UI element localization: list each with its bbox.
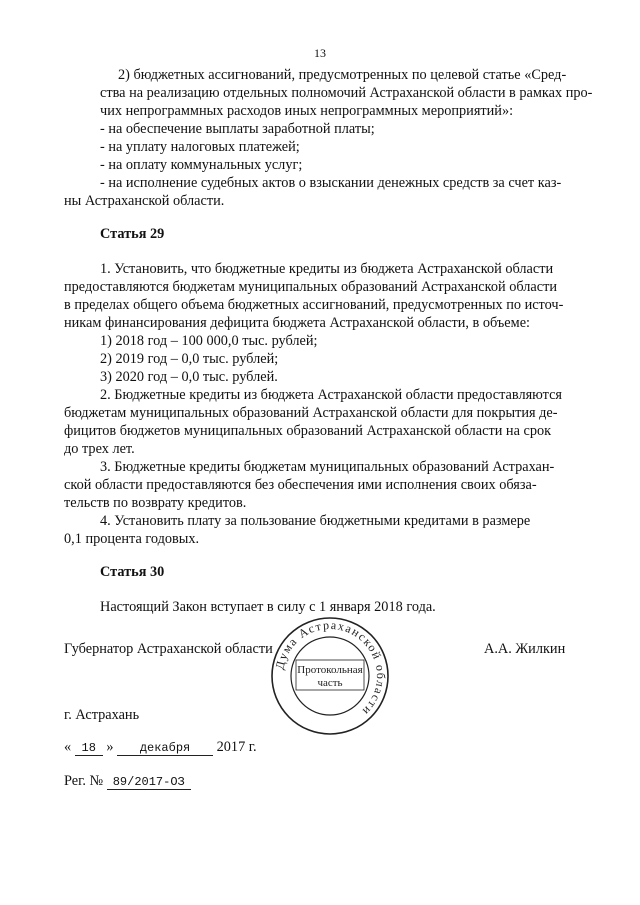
intro-item-2: - на уплату налоговых платежей; <box>100 139 300 155</box>
article-30-text: Настоящий Закон вступает в силу с 1 января 2018 года. <box>100 599 436 615</box>
place: г. Астрахань <box>64 707 140 723</box>
article-29-heading: Статья 29 <box>100 226 165 242</box>
art29-p4-line-2: 0,1 процента годовых. <box>64 531 200 547</box>
art29-p3-line-2: ской области предоставляются без обеспечения ими исполнения своих обяза- <box>64 477 537 493</box>
signature-position: Губернатор Астраханской области <box>64 641 273 657</box>
art29-p1-line-4: никам финансирования дефицита бюджета Астраханской области, в объеме: <box>64 315 531 331</box>
page-number: 13 <box>314 46 326 60</box>
art29-year-2018: 1) 2018 год – 100 000,0 тыс. рублей; <box>100 333 318 349</box>
date-open-quote: « <box>64 739 72 755</box>
art29-year-2019: 2) 2019 год – 0,0 тыс. рублей; <box>100 351 279 367</box>
art29-p2-line-2: бюджетам муниципальных образований Астраханской области для покрытия де- <box>64 405 558 421</box>
art29-p4-line-1: 4. Установить плату за пользование бюджетными кредитами в размере <box>100 513 531 529</box>
stamp-center-line-1: Протокольная <box>297 664 363 676</box>
art29-p1-line-3: в пределах общего объема бюджетных ассигнований, предусмотренных по источ- <box>64 297 564 313</box>
date-day: 18 <box>75 741 103 756</box>
intro-item-continuation: ны Астраханской области. <box>64 193 225 209</box>
date-close-quote: » <box>106 739 114 755</box>
date-line <box>64 738 257 756</box>
intro-item-3: - на оплату коммунальных услуг; <box>100 157 303 173</box>
art29-p2-line-1: 2. Бюджетные кредиты из бюджета Астраханской области предоставляются <box>100 387 563 403</box>
registration-number: 89/2017-ОЗ <box>107 775 191 790</box>
intro-line-2: ства на реализацию отдельных полномочий Астраханской области в рамках про- <box>100 85 593 101</box>
intro-line-1: 2) бюджетных ассигнований, предусмотренных по целевой статье «Сред- <box>118 67 567 83</box>
article-30-heading: Статья 30 <box>100 564 165 580</box>
registration-label: Рег. № <box>64 773 104 789</box>
intro-item-1: - на обеспечение выплаты заработной платы; <box>100 121 375 137</box>
official-stamp <box>268 614 392 738</box>
date-month: декабря <box>117 741 213 756</box>
registration-line <box>64 772 191 790</box>
art29-p3-line-3: тельств по возврату кредитов. <box>64 495 247 511</box>
date-year: 2017 г. <box>216 739 257 755</box>
intro-line-3: чих непрограммных расходов иных непрограммных мероприятий»: <box>100 103 514 119</box>
stamp-ring-text: Дума Астраханской области <box>272 617 389 720</box>
art29-p2-line-3: фицитов бюджетов муниципальных образований Астраханской области на срок <box>64 423 552 439</box>
signature-name: А.А. Жилкин <box>484 641 566 657</box>
stamp-center-line-2: часть <box>317 677 343 689</box>
art29-p1-line-1: 1. Установить, что бюджетные кредиты из бюджета Астраханской области <box>100 261 554 277</box>
intro-item-4: - на исполнение судебных актов о взыскании денежных средств за счет каз- <box>100 175 562 191</box>
art29-p2-line-4: до трех лет. <box>64 441 135 457</box>
art29-p3-line-1: 3. Бюджетные кредиты бюджетам муниципальных образований Астрахан- <box>100 459 555 475</box>
art29-p1-line-2: предоставляются бюджетам муниципальных образований Астраханской области <box>64 279 557 295</box>
art29-year-2020: 3) 2020 год – 0,0 тыс. рублей. <box>100 369 278 385</box>
